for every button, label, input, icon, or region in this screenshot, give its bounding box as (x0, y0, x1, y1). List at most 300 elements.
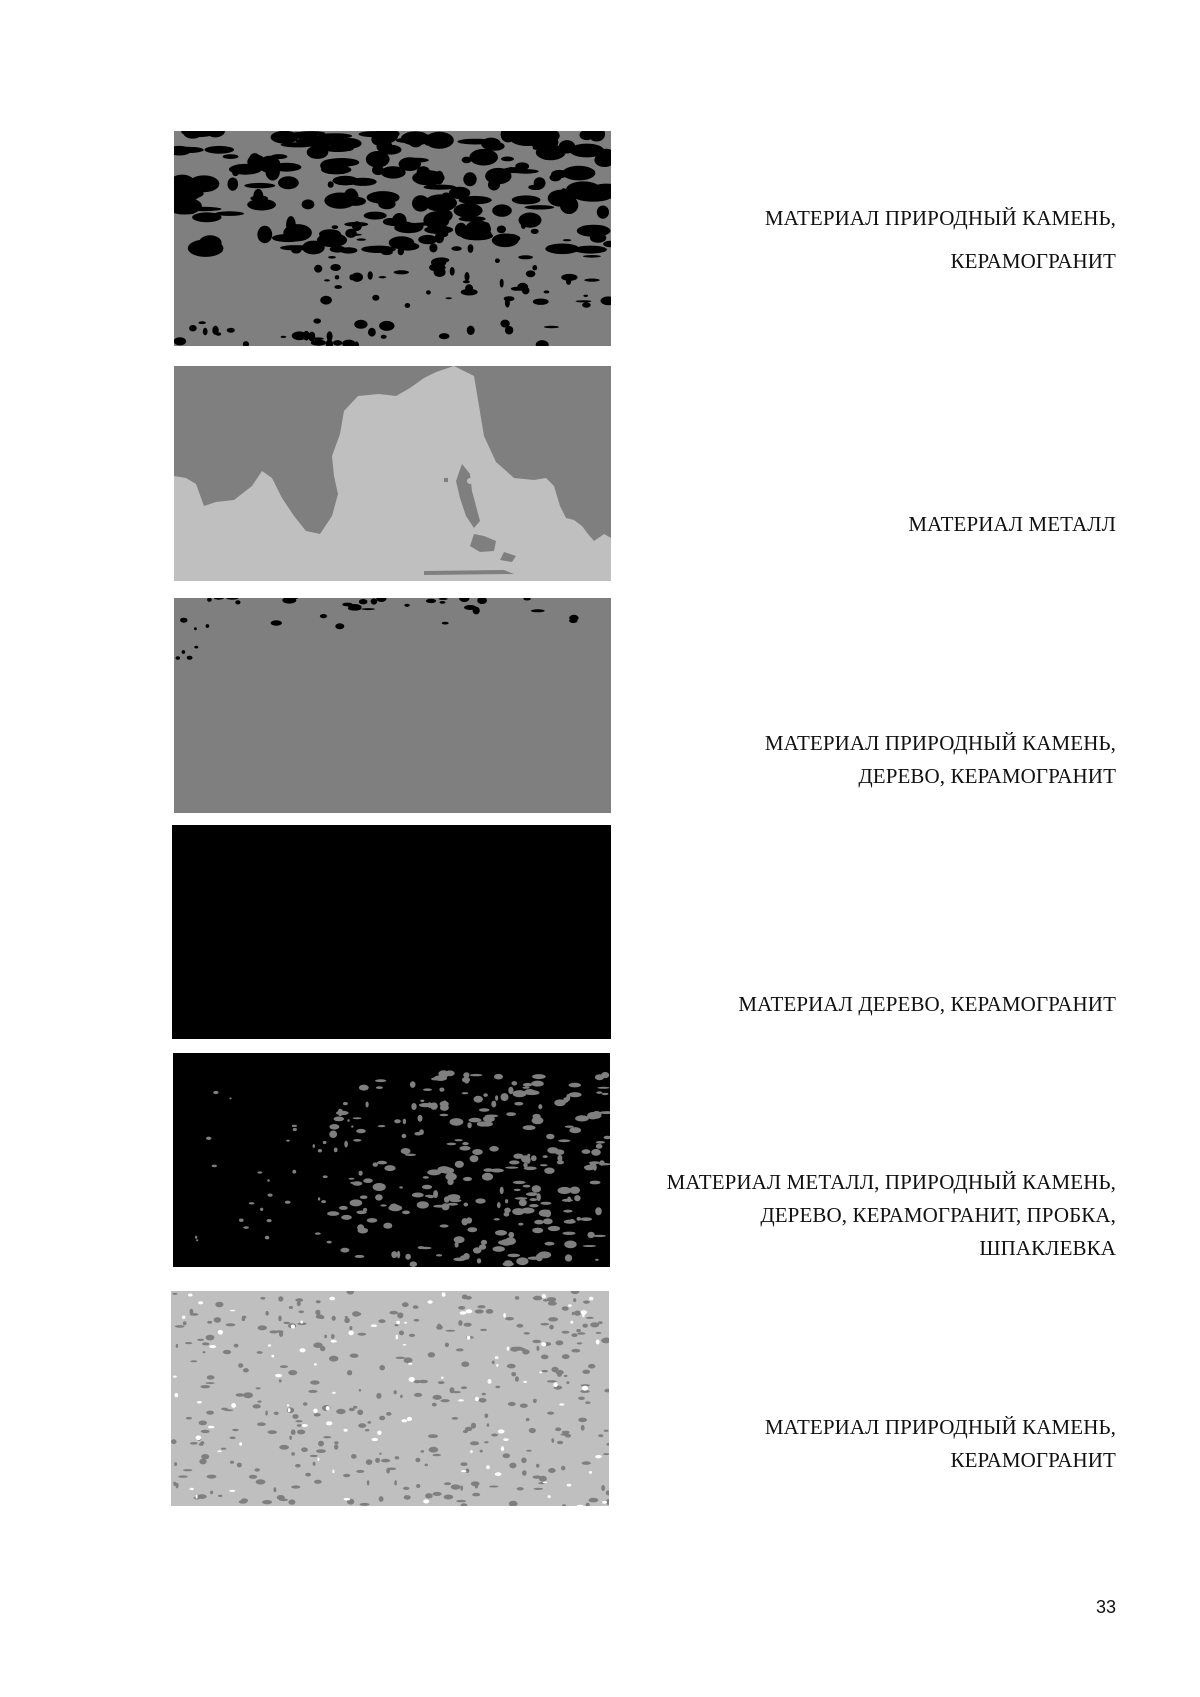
black-blotch (584, 279, 599, 282)
gray-speckle (505, 1167, 518, 1169)
black-blotch (455, 223, 467, 237)
gray-speckle (557, 1441, 563, 1444)
gray-speckle (418, 1115, 423, 1122)
gray-speckle (387, 1468, 397, 1471)
gray-speckle (283, 1322, 290, 1324)
black-blotch (253, 189, 263, 204)
black-blotch (199, 235, 222, 250)
gray-speckle (482, 1173, 493, 1181)
gray-speckle (379, 1453, 382, 1455)
white-fleck (329, 1297, 335, 1301)
gray-speckle (323, 1141, 327, 1144)
gray-speckle (540, 1164, 548, 1166)
gray-speckle (176, 1344, 178, 1348)
gray-speckle (447, 1143, 457, 1146)
white-fleck (501, 1446, 504, 1451)
gray-speckle (534, 1220, 544, 1225)
white-fleck (300, 1321, 303, 1324)
white-fleck (553, 1382, 557, 1387)
black-blotch (398, 248, 404, 256)
gray-speckle (464, 1323, 472, 1327)
gray-speckle (576, 1329, 581, 1332)
gray-speckle (241, 1498, 248, 1502)
gray-speckle (402, 1211, 410, 1215)
gray-speckle (516, 1257, 528, 1265)
gray-speckle (205, 1382, 214, 1384)
gray-speckle (463, 1430, 468, 1433)
gray-speckle (291, 1485, 300, 1488)
black-blotch (232, 170, 239, 176)
black-blotch (223, 154, 239, 159)
white-fleck (302, 1424, 308, 1427)
gray-speckle (353, 1139, 361, 1142)
gray-speckle (404, 1495, 411, 1500)
gray-speckle (206, 1335, 215, 1341)
black-blotch (368, 328, 376, 337)
gray-speckle (492, 1361, 495, 1365)
gray-speckle (329, 1131, 337, 1138)
gray-speckle (586, 1317, 594, 1319)
gray-speckle (549, 1325, 554, 1330)
gray-speckle (557, 1155, 562, 1161)
gray-speckle (487, 1423, 490, 1427)
gray-speckle (526, 1192, 538, 1196)
gray-speckle (190, 1360, 197, 1362)
gray-speckle (562, 1431, 570, 1434)
gray-speckle (360, 1195, 368, 1199)
gray-speckle (564, 1375, 568, 1377)
gray-speckle (440, 1224, 449, 1227)
gray-speckle (493, 1246, 505, 1252)
gray-speckle (411, 1103, 416, 1110)
gray-speckle (545, 1242, 555, 1246)
white-fleck (314, 1363, 317, 1365)
black-spot (206, 624, 210, 628)
gray-speckle (432, 1403, 437, 1407)
black-spot (187, 656, 193, 660)
gray-speckle (285, 1201, 291, 1204)
gray-speckle (203, 1351, 206, 1353)
gray-speckle (422, 1185, 432, 1190)
white-fleck (441, 1377, 444, 1379)
gray-speckle (491, 1101, 496, 1108)
gray-speckle (327, 1241, 332, 1244)
gray-speckle (258, 1325, 267, 1330)
black-spot (359, 599, 368, 604)
gray-speckle (548, 1226, 560, 1231)
gray-speckle (397, 1251, 400, 1259)
gray-speckle (480, 1450, 483, 1453)
gray-speckle (450, 1118, 464, 1126)
gray-speckle (321, 1200, 326, 1203)
texture-map-4-graphic (172, 825, 611, 1039)
black-blotch (454, 203, 483, 218)
black-blotch (349, 178, 377, 186)
gray-speckle (197, 1494, 207, 1499)
gray-speckle (555, 1427, 561, 1431)
black-blotch (504, 296, 515, 301)
gray-speckle (347, 1119, 349, 1122)
gray-speckle (215, 1302, 223, 1308)
white-fleck (332, 1470, 334, 1474)
gray-speckle (265, 1311, 268, 1316)
gray-speckle (445, 1343, 449, 1348)
black-blotch (280, 245, 312, 250)
texture-map-6-graphic (171, 1291, 609, 1506)
gray-speckle (542, 1370, 548, 1372)
caption-5-line-3: ШПАКЛЕВКА (979, 1236, 1116, 1260)
gray-speckle (199, 1443, 204, 1446)
gray-speckle (343, 1102, 348, 1105)
gray-speckle (339, 1206, 348, 1210)
gray-speckle (441, 1167, 454, 1174)
gray-speckle (571, 1349, 580, 1353)
white-fleck (396, 1335, 398, 1340)
gray-speckle (357, 1410, 363, 1416)
white-fleck (291, 1325, 295, 1329)
black-spot (426, 599, 436, 603)
gray-speckle (292, 1170, 296, 1174)
white-fleck (568, 1304, 572, 1307)
caption-3-line-1: МАТЕРИАЛ ПРИРОДНЫЙ КАМЕНЬ, (764, 731, 1116, 755)
gray-speckle (523, 1083, 532, 1087)
gray-speckle (495, 1386, 500, 1389)
gray-speckle (531, 1081, 544, 1087)
black-blotch (314, 265, 322, 273)
white-fleck (498, 1429, 505, 1433)
gray-speckle (429, 1447, 439, 1453)
gray-speckle (334, 1148, 338, 1153)
black-blotch (357, 238, 366, 240)
gray-speckle (510, 1347, 519, 1352)
white-fleck (313, 1409, 317, 1413)
gray-speckle (243, 1226, 249, 1229)
texture-map-6 (171, 1291, 609, 1506)
gray-speckle (521, 1458, 526, 1464)
gray-speckle (384, 1165, 395, 1171)
white-fleck (197, 1401, 202, 1403)
black-blotch (505, 326, 513, 335)
gray-speckle (379, 1496, 384, 1502)
gray-speckle (239, 1219, 244, 1222)
caption-2 (596, 508, 1116, 541)
gray-speckle (504, 1212, 510, 1217)
white-fleck (287, 1404, 290, 1406)
gray-speckle (334, 1117, 345, 1122)
gray-speckle (359, 1389, 361, 1392)
white-fleck (428, 1300, 433, 1303)
gray-speckle (349, 1408, 355, 1412)
black-blotch (501, 157, 514, 162)
gray-speckle (491, 1434, 498, 1437)
black-blotch (302, 199, 315, 209)
black-blotch (379, 276, 387, 278)
gray-speckle (293, 1128, 297, 1131)
gray-speckle (522, 1470, 527, 1476)
black-spot (531, 609, 545, 612)
gray-speckle (257, 1351, 263, 1354)
gray-speckle (297, 1301, 301, 1306)
gray-speckle (541, 1355, 549, 1360)
gray-speckle (171, 1439, 177, 1444)
black-blotch (560, 196, 578, 214)
gray-speckle (383, 1223, 392, 1229)
texture-map-5-graphic (173, 1053, 610, 1267)
gray-speckle (378, 1125, 386, 1127)
gray-speckle (485, 1115, 498, 1118)
gray-speckle (438, 1381, 445, 1384)
gray-speckle (489, 1146, 498, 1152)
caption-1 (596, 202, 1116, 278)
gray-speckle (402, 1302, 409, 1307)
white-fleck (404, 1322, 407, 1324)
gray-speckle (292, 1125, 297, 1127)
gray-speckle (334, 1444, 338, 1449)
gray-speckle (511, 1372, 516, 1376)
white-fleck (470, 1450, 473, 1453)
gray-speckle (199, 1459, 206, 1465)
gray-speckle (546, 1134, 554, 1140)
gray-speckle (508, 1232, 514, 1238)
black-blotch (579, 171, 592, 180)
black-blotch (533, 299, 549, 305)
black-blotch (354, 320, 367, 329)
gray-speckle (295, 1420, 302, 1422)
black-blotch (544, 326, 559, 328)
gray-speckle (226, 1323, 236, 1326)
gray-speckle (583, 1301, 590, 1304)
gray-speckle (417, 1201, 429, 1208)
gray-speckle (403, 1487, 409, 1490)
gray-speckle (414, 1319, 420, 1322)
black-blotch (383, 218, 397, 225)
gray-speckle (375, 1194, 383, 1200)
gray-speckle (199, 1421, 207, 1426)
black-blotch (451, 246, 461, 251)
gray-speckle (367, 1218, 378, 1223)
gray-speckle (596, 1141, 605, 1144)
white-fleck (344, 1498, 351, 1501)
gray-speckle (419, 1247, 431, 1250)
gray-speckle (547, 1380, 557, 1382)
gray-speckle (352, 1311, 360, 1317)
gray-speckle (298, 1311, 304, 1314)
gray-speckle (229, 1097, 231, 1099)
gray-speckle (591, 1149, 601, 1156)
white-fleck (408, 1363, 412, 1365)
gray-speckle (455, 1139, 463, 1141)
gray-speckle (376, 1086, 383, 1089)
white-fleck (299, 1348, 305, 1352)
gray-speckle (540, 1202, 551, 1205)
black-blotch (203, 328, 208, 336)
gray-speckle (477, 1121, 489, 1126)
gray-speckle (399, 1331, 404, 1336)
gray-speckle (548, 1317, 558, 1321)
gray-speckle (451, 1484, 461, 1489)
gray-speckle (207, 1321, 212, 1324)
gray-speckle (458, 1306, 465, 1310)
gray-speckle (455, 1242, 459, 1248)
gray-speckle (524, 1167, 537, 1171)
gray-speckle (268, 1194, 273, 1197)
black-blotch (381, 249, 393, 255)
gray-speckle (554, 1099, 566, 1106)
texture-map-4 (172, 825, 611, 1039)
white-fleck (582, 1386, 588, 1391)
white-fleck (542, 1294, 546, 1298)
gray-speckle (367, 1480, 370, 1485)
black-blotch (475, 229, 492, 240)
black-spot (320, 614, 327, 618)
gray-speckle (515, 1197, 528, 1200)
gray-speckle (427, 1169, 441, 1175)
gray-speckle (394, 1480, 397, 1485)
gray-speckle (570, 1219, 574, 1221)
black-spot (271, 620, 282, 625)
gray-speckle (431, 1077, 440, 1080)
black-blotch (412, 195, 429, 211)
black-blotch (412, 170, 444, 185)
black-blotch (330, 246, 346, 253)
gray-speckle (547, 1412, 554, 1415)
gray-speckle (357, 1224, 364, 1231)
gray-speckle (420, 1100, 424, 1102)
white-fleck (559, 1403, 564, 1405)
gray-speckle (561, 1466, 565, 1471)
gray-speckle (288, 1499, 295, 1504)
gray-speckle (505, 1199, 508, 1203)
black-blotch (458, 139, 494, 145)
gray-speckle (200, 1385, 210, 1388)
gray-speckle (347, 1370, 352, 1375)
gray-speckle (562, 1354, 570, 1359)
black-blotch (463, 280, 470, 283)
black-blotch (278, 176, 299, 189)
gray-speckle (433, 1395, 442, 1400)
caption-6-line-2: КЕРАМОГРАНИТ (950, 1448, 1116, 1472)
gray-speckle (587, 1112, 598, 1119)
black-blotch (228, 178, 239, 191)
gray-speckle (400, 1395, 403, 1399)
gray-speckle (410, 1261, 417, 1267)
gray-speckle (316, 1300, 321, 1303)
gray-speckle (295, 1464, 301, 1468)
white-fleck (372, 1438, 379, 1441)
gray-speckle (214, 1317, 221, 1323)
gray-speckle (573, 1298, 576, 1302)
black-blotch (446, 297, 452, 299)
gray-speckle (585, 1166, 591, 1170)
gray-speckle (206, 1411, 214, 1415)
gray-speckle (583, 1245, 596, 1247)
gray-speckle (267, 1179, 270, 1181)
gray-speckle (425, 1493, 433, 1498)
gray-speckle (529, 1204, 538, 1207)
gray-speckle (569, 1083, 581, 1088)
gray-speckle (464, 1203, 469, 1207)
gray-speckle (444, 1072, 449, 1078)
black-blotch (425, 132, 454, 149)
gray-speckle (236, 1393, 245, 1397)
black-blotch (381, 335, 387, 339)
gray-speckle (427, 1102, 432, 1108)
gray-speckle (344, 1141, 348, 1148)
gray-speckle (314, 1413, 321, 1416)
gray-speckle (470, 1074, 483, 1076)
gray-speckle (581, 1425, 585, 1431)
gray-speckle (517, 1487, 524, 1490)
gray-speckle (452, 1391, 461, 1393)
black-blotch (515, 162, 529, 170)
gray-speckle (379, 1365, 385, 1370)
gray-speckle (331, 1334, 335, 1339)
gray-speckle (513, 1181, 526, 1184)
gray-speckle (598, 1321, 603, 1324)
texture-map-1 (174, 131, 611, 346)
gray-speckle (446, 1330, 456, 1332)
black-spot (362, 608, 375, 610)
white-fleck (503, 1313, 506, 1318)
black-blotch (378, 199, 395, 210)
black-blotch (399, 157, 421, 171)
gray-speckle (405, 1254, 411, 1260)
gray-speckle (359, 1171, 363, 1176)
gray-speckle (531, 1155, 537, 1161)
gray-speckle (509, 1463, 516, 1469)
gray-speckle (428, 1196, 434, 1199)
gray-speckle (515, 1296, 519, 1300)
white-fleck (580, 1310, 587, 1314)
black-blotch (311, 340, 326, 346)
black-blotch (349, 274, 354, 280)
gray-speckle (483, 1093, 488, 1097)
gray-speckle (232, 1429, 239, 1432)
gray-speckle (313, 1144, 315, 1148)
gray-speckle (202, 1342, 209, 1345)
white-fleck (331, 1340, 337, 1343)
black-spot (176, 656, 180, 660)
gray-speckle (585, 1401, 590, 1404)
gray-speckle (365, 1429, 369, 1431)
white-fleck (602, 1501, 607, 1504)
black-blotch (526, 270, 536, 277)
gray-speckle (467, 1122, 471, 1128)
black-blotch (465, 284, 473, 292)
gray-speckle (323, 1436, 331, 1438)
gray-speckle (289, 1306, 293, 1309)
black-blotch (492, 234, 519, 248)
black-blotch (561, 274, 577, 281)
gray-speckle (279, 1379, 282, 1382)
gray-speckle (366, 1102, 369, 1108)
white-fleck (523, 1381, 527, 1383)
white-fleck (268, 1344, 271, 1346)
black-blotch (416, 222, 432, 225)
gray-speckle (257, 1422, 266, 1426)
gray-speckle (356, 1129, 366, 1133)
gray-speckle (530, 1198, 538, 1201)
black-blotch (450, 267, 455, 276)
black-blotch (324, 279, 330, 281)
white-fleck (326, 1421, 332, 1425)
gray-speckle (314, 1480, 322, 1484)
gray-speckle (522, 1349, 529, 1354)
gray-speckle (528, 1257, 541, 1260)
gray-speckle (567, 1197, 571, 1203)
gray-speckle (522, 1087, 529, 1089)
gray-speckle (425, 1464, 429, 1467)
